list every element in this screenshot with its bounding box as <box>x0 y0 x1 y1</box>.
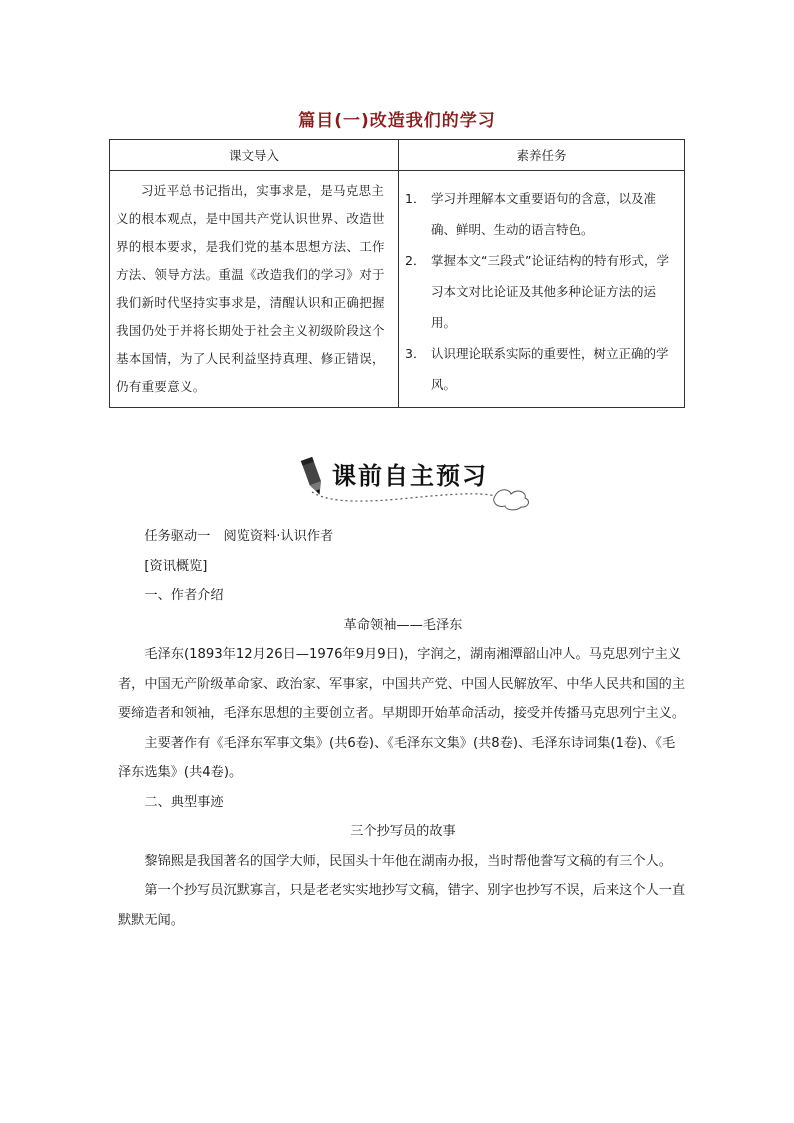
banner-title-b: 自主预习 <box>384 462 488 490</box>
section-banner <box>290 452 540 512</box>
intro-cell: 习近平总书记指出，实事求是，是马克思主义的根本观点，是中国共产党认识世界、改造世界的根本要求，是我们党的基本思想方法、工作方法、领导方法。重温《改造我们的学习》对于我们新时代坚持实事求是，清醒认识和正确把握我国仍处于并将长期处于社会主义初级阶段这个基本国情，为了人民利益坚持真理、修正错误，仍有重要意义。 <box>110 171 399 408</box>
task-number: 1． <box>405 191 426 206</box>
paragraph: 黎锦熙是我国著名的国学大师，民国头十年他在湖南办报，当时帮他誊写文稿的有三个人。 <box>144 853 672 869</box>
section-heading: 一、作者介绍 <box>144 588 224 603</box>
task-number: 2． <box>405 253 426 268</box>
lesson-table <box>109 139 685 408</box>
task-text: 认识理论联系实际的重要性，树立正确的学风。 <box>431 346 669 392</box>
page-title: 篇目(一)改造我们的学习 <box>298 111 496 131</box>
overview-tag: [资讯概览] <box>144 558 208 574</box>
subtitle: 三个抄写员的故事 <box>350 824 456 839</box>
paragraph: 毛泽东(1893年12月26日—1976年9月9日)，字润之，湖南湘潭韶山冲人。马克思列宁主义者，中国无产阶级革命家、政治家、军事家，中国共产党、中国人民解放军、中华人民共和国的主要缔造者和领袖，毛泽东思想的主要创立者。早期即开始革命活动，接受并传播马克思列宁主义。 <box>118 647 686 721</box>
tasks-cell <box>399 171 685 408</box>
task-item <box>405 183 678 245</box>
paragraph: 第一个抄写员沉默寡言，只是老老实实地抄写文稿，错字、别字也抄写不误，后来这个人一直默默无闻。 <box>118 883 686 928</box>
task-item <box>405 245 678 338</box>
task-list <box>405 183 678 400</box>
subtitle: 革命领袖——毛泽东 <box>343 617 463 633</box>
task-item <box>405 338 678 400</box>
banner-title-a: 课前 <box>332 461 384 490</box>
body-content <box>118 522 688 935</box>
task-text: 掌握本文“三段式”论证结构的特有形式，学习本文对比论证及其他多种论证方法的运用。 <box>431 253 669 330</box>
table-row <box>110 171 685 408</box>
task-heading: 任务驱动一 阅览资料·认识作者 <box>144 529 334 544</box>
table-header-tasks: 素养任务 <box>399 140 685 171</box>
banner-title <box>332 456 488 491</box>
paragraph: 主要著作有《毛泽东军事文集》(共6卷)、《毛泽东文集》(共8卷)、毛泽东诗词集(1卷)、《毛泽东选集》(共4卷)。 <box>118 735 676 780</box>
task-text: 学习并理解本文重要语句的含意，以及准确、鲜明、生动的语言特色。 <box>431 191 657 237</box>
table-header-row <box>110 140 685 171</box>
section-heading: 二、典型事迹 <box>144 794 224 810</box>
table-header-intro: 课文导入 <box>110 140 399 171</box>
task-number: 3． <box>405 346 426 361</box>
